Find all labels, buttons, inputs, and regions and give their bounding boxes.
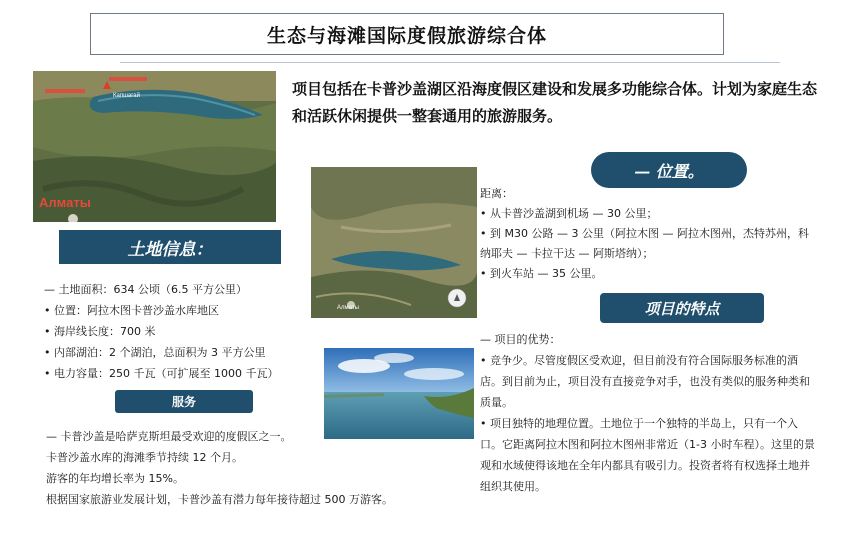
location-heading-text: — 位置。 xyxy=(634,161,704,181)
service-item: — 卡普沙盖是哈萨克斯坦最受欢迎的度假区之一。 xyxy=(46,430,292,443)
title-box xyxy=(90,13,724,55)
map-pin-label: Капшагай xyxy=(113,93,140,99)
location-list xyxy=(480,184,810,284)
features-heading-text: 项目的特点 xyxy=(644,299,720,318)
land-item: • 电力容量：250 千瓦（可扩展至 1000 千瓦） xyxy=(44,367,279,380)
feature-item: • 竞争少。尽管度假区受欢迎，但目前没有符合国际服务标准的酒店。到目前为止，项目没有直接竞争对手，也没有类似的服务种类和质量。 xyxy=(480,354,810,409)
map-city-label: Алматы xyxy=(39,195,91,210)
satellite-map-region xyxy=(33,71,276,222)
land-info-heading xyxy=(59,230,281,264)
land-item: — 土地面积：634 公顷（6.5 平方公里） xyxy=(44,283,247,296)
land-info-list xyxy=(44,279,294,384)
land-item: • 内部湖泊：2 个湖泊，总面积为 3 平方公里 xyxy=(44,346,266,359)
services-heading xyxy=(115,390,253,413)
feature-item: • 项目独特的地理位置。土地位于一个独特的半岛上，只有一个入口。它距离阿拉木图和阿拉木图州非常近（1-3 小时车程）。这里的景观和水域使得该地在全年内都具有吸引力。投资者将有权选择土地并组织其使用。 xyxy=(480,417,815,493)
location-item: 距离： xyxy=(480,187,513,200)
project-intro xyxy=(292,76,822,130)
location-item: • 从卡普沙盖湖到机场 — 30 公里； xyxy=(480,207,658,220)
page-title: 生态与海滩国际度假旅游综合体 xyxy=(266,24,547,47)
features-list xyxy=(480,329,815,497)
location-item: • 到 M30 公路 — 3 公里（阿拉木图 — 阿拉木图州，杰特苏州，科纳耶夫 — 卡拉干达 — 阿斯塔纳）； xyxy=(480,227,809,260)
intro-text: 项目包括在卡普沙盖湖区沿海度假区建设和发展多功能综合体。计划为家庭生态和活跃休闲提供一整套通用的旅游服务。 xyxy=(292,80,818,125)
features-heading xyxy=(600,293,764,323)
title-underline xyxy=(120,62,780,63)
map2-city-label: Алматы xyxy=(337,305,359,311)
land-item: • 位置：阿拉木图卡普沙盖水库地区 xyxy=(44,304,219,317)
land-item: • 海岸线长度：700 米 xyxy=(44,325,156,338)
satellite-map-detail xyxy=(311,167,477,318)
feature-item: — 项目的优势： xyxy=(480,333,561,346)
service-item: 根据国家旅游业发展计划，卡普沙盖有潜力每年接待超过 500 万游客。 xyxy=(46,493,393,506)
land-info-heading-text: 土地信息： xyxy=(127,239,213,260)
location-item: • 到火车站 — 35 公里。 xyxy=(480,267,603,280)
service-item: 游客的年均增长率为 15%。 xyxy=(46,472,184,485)
location-heading xyxy=(591,152,747,188)
service-item: 卡普沙盖水库的海滩季节持续 12 个月。 xyxy=(46,451,243,464)
services-heading-text: 服务 xyxy=(171,395,196,409)
services-list xyxy=(46,426,466,510)
